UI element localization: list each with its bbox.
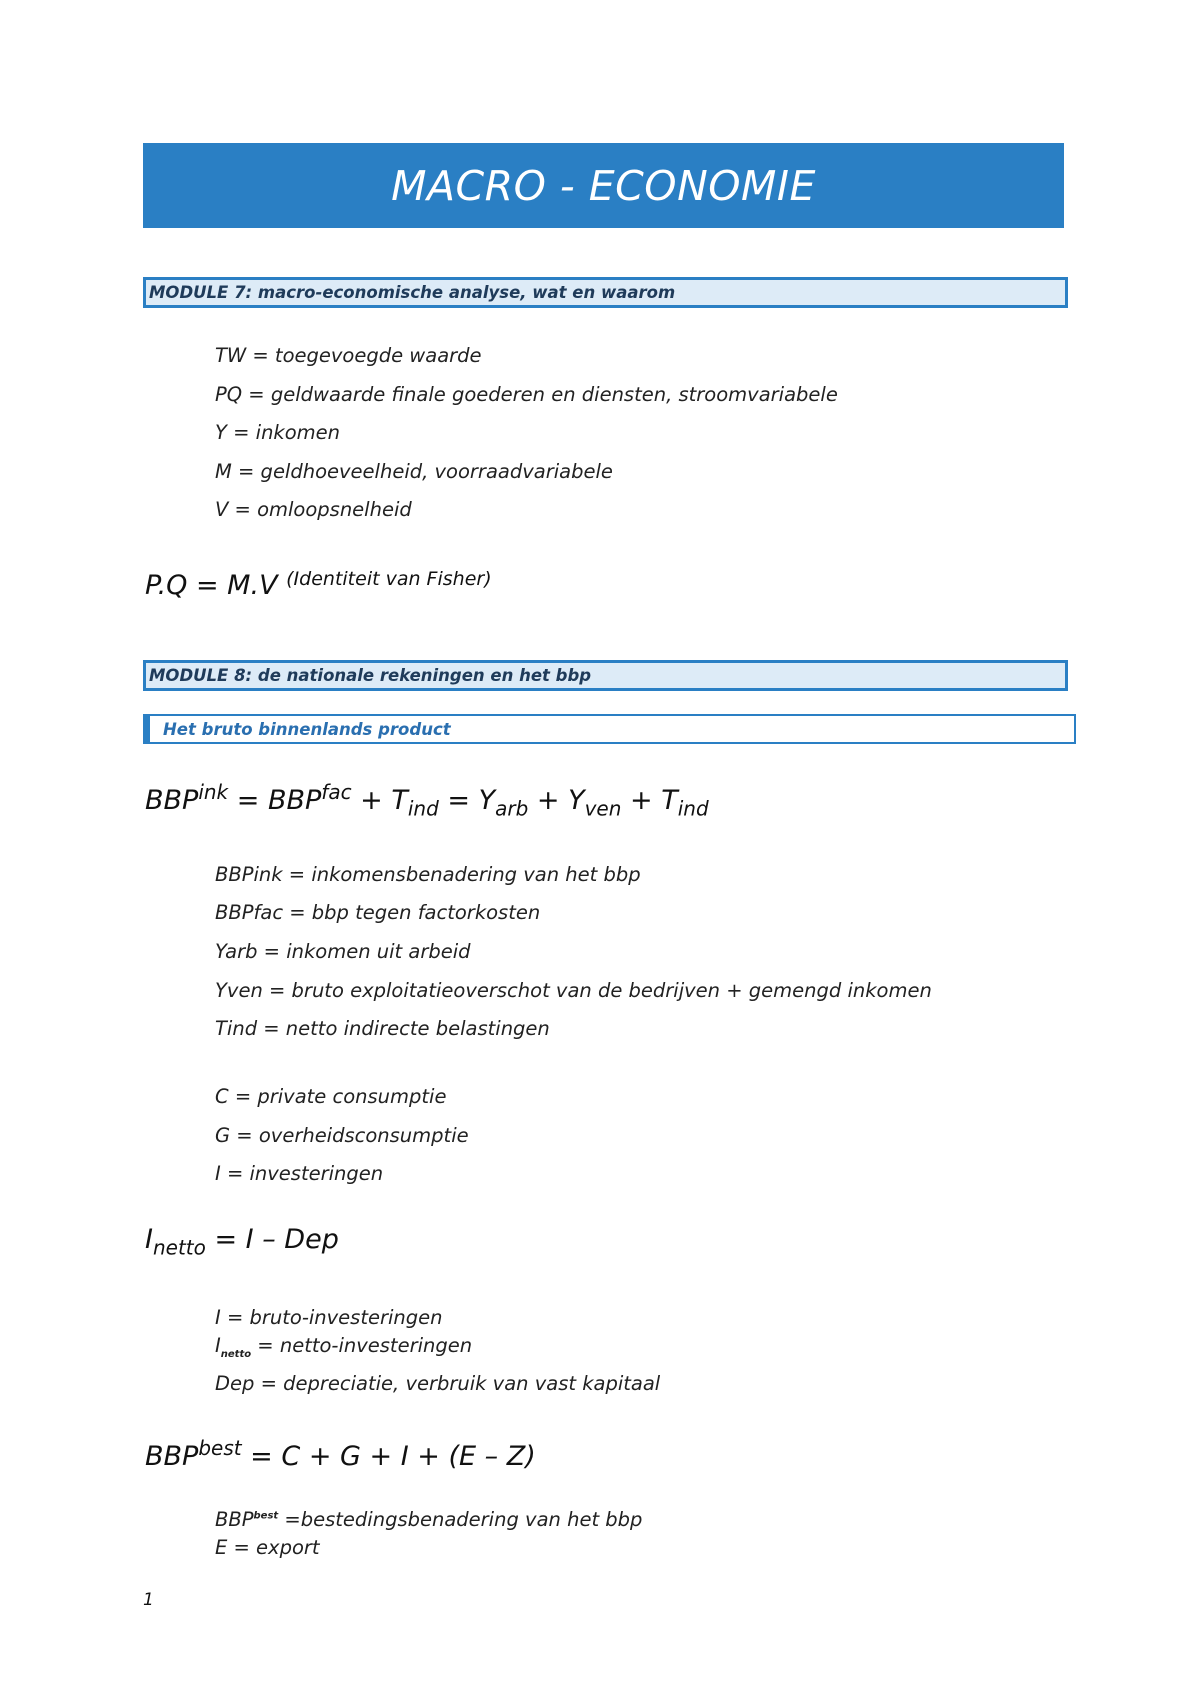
definition-pq: PQ = geldwaarde finale goederen en diensten, stroomvariabele <box>215 383 838 406</box>
definition-bbpink: BBPink = inkomensbenadering van het bbp <box>215 863 641 886</box>
definition-c: C = private consumptie <box>215 1085 447 1108</box>
definition-tind: Tind = netto indirecte belastingen <box>215 1017 550 1040</box>
term-i: I <box>215 1334 221 1357</box>
module-8-heading-text: MODULE 8: de nationale rekeningen en het bbp <box>149 666 592 685</box>
definition-yven: Yven = bruto exploitatieoverschot van de bedrijven + gemengd inkomen <box>215 979 932 1002</box>
definition-e: E = export <box>215 1536 320 1559</box>
module-8-heading <box>143 660 1068 691</box>
page-title: MACRO - ECONOMIE <box>391 161 816 210</box>
sub-ind: ind <box>677 796 709 821</box>
inetto-rest: = I – Dep <box>205 1224 339 1255</box>
definition-yarb: Yarb = inkomen uit arbeid <box>215 940 471 963</box>
sup-ink: ink <box>198 780 229 804</box>
sup-best: best <box>198 1436 242 1460</box>
term-bbp: BBP <box>145 1441 199 1472</box>
term-bbp: BBP <box>267 785 322 816</box>
definition-dep: Dep = depreciatie, verbruik van vast kapitaal <box>215 1372 661 1395</box>
fisher-equation: P.Q = M.V <box>145 570 278 601</box>
term-bbp: BBP <box>145 785 199 816</box>
term-t: T <box>661 785 678 816</box>
eq-sign: = <box>228 785 268 816</box>
bbp-best-rest: = C + G + I + (E – Z) <box>241 1441 536 1472</box>
plus-sign: + <box>528 785 569 816</box>
definition-tw: TW = toegevoegde waarde <box>215 344 482 367</box>
eq-sign: = <box>438 785 479 816</box>
netto-investeringen-rest: = netto-investeringen <box>251 1334 473 1357</box>
definition-bbpbest <box>215 1508 642 1531</box>
definition-netto-investeringen <box>215 1334 472 1360</box>
sup-fac: fac <box>321 780 352 804</box>
title-banner <box>143 143 1064 228</box>
inetto-formula <box>145 1224 339 1259</box>
fisher-formula <box>145 568 492 601</box>
definition-bruto-investeringen: I = bruto-investeringen <box>215 1306 443 1329</box>
term-y: Y <box>478 785 496 816</box>
plus-sign: + <box>621 785 662 816</box>
sup-best: best <box>253 1510 279 1522</box>
term-i: I <box>145 1224 153 1255</box>
fisher-note: (Identiteit van Fisher) <box>286 568 492 590</box>
module-7-heading-text: MODULE 7: macro-economische analyse, wat en waarom <box>149 283 676 302</box>
subheading-bbp-text: Het bruto binnenlands product <box>163 719 451 739</box>
definition-bbpfac: BBPfac = bbp tegen factorkosten <box>215 901 541 924</box>
sub-netto: netto <box>152 1235 206 1260</box>
plus-sign: + <box>351 785 392 816</box>
subheading-bbp <box>143 714 1076 744</box>
definition-v: V = omloopsnelheid <box>215 498 412 521</box>
bbp-income-formula <box>145 780 709 820</box>
bbp-best-formula <box>145 1436 536 1472</box>
sub-netto: netto <box>220 1348 252 1360</box>
term-t: T <box>391 785 408 816</box>
definition-m: M = geldhoeveelheid, voorraadvariabele <box>215 460 613 483</box>
bbp-best-definition-rest: =bestedingsbenadering van het bbp <box>278 1508 643 1531</box>
sub-arb: arb <box>495 796 529 821</box>
page-number: 1 <box>143 1590 154 1610</box>
term-bbp: BBP <box>215 1508 254 1531</box>
definition-g: G = overheidsconsumptie <box>215 1124 469 1147</box>
sub-ven: ven <box>584 796 622 821</box>
sub-ind: ind <box>407 796 439 821</box>
term-y: Y <box>568 785 585 816</box>
module-7-heading <box>143 277 1068 308</box>
definition-y: Y = inkomen <box>215 421 340 444</box>
definition-i: I = investeringen <box>215 1162 384 1185</box>
